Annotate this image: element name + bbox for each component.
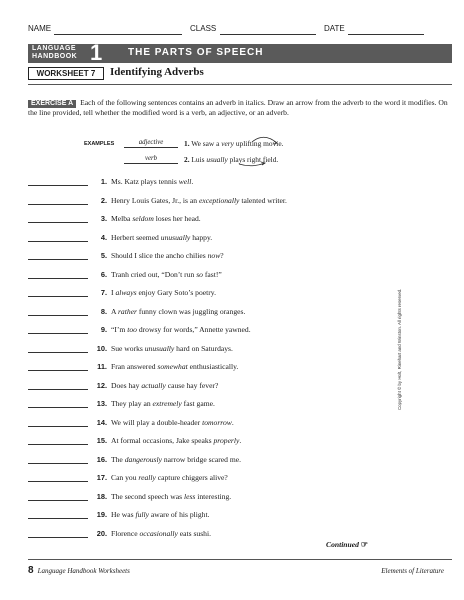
item-number: 17.: [96, 473, 107, 482]
item-sentence: Should I slice the ancho chilies now?: [111, 251, 224, 260]
example-arrow: [124, 154, 384, 168]
answer-blank[interactable]: [28, 352, 88, 353]
answer-blank[interactable]: [28, 333, 88, 334]
adverb: less: [183, 491, 196, 501]
item-sentence: Henry Louis Gates, Jr., is an exceptionally talented writer.: [111, 195, 287, 205]
item-sentence: They play an extremely fast game.: [111, 399, 215, 408]
answer-blank[interactable]: [28, 463, 88, 464]
item-sentence: Herbert seemed unusually happy.: [111, 232, 213, 242]
answer-blank[interactable]: [28, 185, 88, 186]
item-sentence: We will play a double-header tomorrow.: [111, 417, 234, 427]
adverb: really: [138, 473, 156, 482]
adverb: unusually: [144, 343, 175, 353]
item-sentence: Florence occasionally eats sushi.: [111, 528, 211, 538]
answer-blank[interactable]: [28, 222, 88, 223]
worksheet-title: Identifying Adverbs: [110, 66, 204, 78]
item-sentence: At formal occasions, Jake speaks properly.: [111, 436, 242, 445]
section-banner: [28, 40, 452, 65]
footer-rule: [28, 559, 452, 560]
answer-blank[interactable]: [28, 500, 88, 501]
adverb: somewhat: [157, 362, 188, 371]
adverb: unusually: [160, 232, 191, 242]
item-number: 12.: [96, 380, 107, 390]
example-row: [124, 138, 384, 152]
answer-blank[interactable]: [28, 426, 88, 427]
item-sentence: A rather funny clown was juggling oranges.: [111, 306, 246, 316]
item-sentence: Tranh cried out, “Don’t run so fast!”: [111, 269, 222, 279]
adverb: fully: [135, 510, 149, 519]
adverb: so: [196, 269, 203, 279]
page-number: 8: [28, 565, 34, 576]
item-sentence: The second speech was less interesting.: [111, 491, 232, 501]
adverb: tomorrow: [202, 417, 232, 427]
answer-blank[interactable]: [28, 315, 88, 316]
item-number: 10.: [96, 343, 107, 353]
item-number: 4.: [100, 232, 107, 242]
date-field[interactable]: [348, 34, 424, 35]
item-number: 8.: [100, 306, 107, 316]
worksheet-label: WORKSHEET 7: [28, 67, 104, 80]
answer-blank[interactable]: [28, 296, 88, 297]
divider: [28, 84, 452, 85]
answer-blank[interactable]: [28, 278, 88, 279]
adverb: too: [127, 325, 137, 334]
answer-blank[interactable]: [28, 537, 88, 538]
chapter-number: 1: [90, 40, 103, 65]
adverb: exceptionally: [198, 195, 240, 205]
example-sentence: 1. We saw a very uplifting movie.: [184, 139, 284, 148]
adverb: actually: [141, 380, 166, 390]
exercise-badge: EXERCISE A: [28, 100, 76, 108]
adverb: dangerously: [124, 454, 162, 464]
adverb: extremely: [152, 399, 182, 408]
item-sentence: Sue works unusually hard on Saturdays.: [111, 343, 233, 353]
adverb: always: [115, 288, 137, 297]
item-number: 6.: [100, 269, 107, 279]
item-number: 2.: [100, 195, 107, 205]
answer-blank[interactable]: [28, 204, 88, 205]
name-label: NAME: [28, 24, 52, 33]
item-sentence: The dangerously narrow bridge scared me.: [111, 454, 242, 464]
answer-blank[interactable]: [28, 481, 88, 482]
item-sentence: Melba seldom loses her head.: [111, 214, 201, 223]
item-sentence: He was fully aware of his plight.: [111, 510, 210, 519]
example-row: [124, 154, 384, 168]
instructions: [28, 98, 448, 118]
adverb: well: [178, 177, 192, 186]
class-field[interactable]: [220, 34, 316, 35]
footer-right: Elements of Literature: [381, 567, 444, 575]
item-number: 14.: [96, 417, 107, 427]
item-sentence: Does hay actually cause hay fever?: [111, 380, 219, 390]
item-number: 20.: [96, 528, 107, 538]
item-number: 5.: [100, 251, 107, 260]
adverb: occasionally: [139, 528, 178, 538]
adverb: now: [207, 251, 221, 260]
footer-left: [28, 565, 130, 576]
answer-blank[interactable]: [28, 259, 88, 260]
answer-blank[interactable]: [28, 370, 88, 371]
pointing-hand-icon: ☞: [360, 540, 369, 549]
example-sentence: 2. Luis usually plays right field.: [184, 155, 279, 164]
chapter-title: THE PARTS OF SPEECH: [128, 47, 264, 58]
date-label: DATE: [324, 24, 345, 33]
adverb: rather: [117, 306, 137, 316]
adverb: seldom: [132, 214, 154, 223]
item-number: 9.: [100, 325, 107, 334]
item-number: 19.: [96, 510, 107, 519]
answer-blank[interactable]: [28, 241, 88, 242]
item-sentence: Can you really capture chiggers alive?: [111, 473, 228, 482]
example-answer: adjective: [124, 138, 178, 148]
item-number: 3.: [100, 214, 107, 223]
name-field[interactable]: [54, 34, 182, 35]
example-answer: verb: [124, 154, 178, 164]
example-arrow: [124, 138, 384, 152]
adverb: properly: [213, 436, 240, 445]
answer-blank[interactable]: [28, 389, 88, 390]
examples-label: EXAMPLES: [84, 141, 115, 147]
item-sentence: I always enjoy Gary Soto’s poetry.: [111, 288, 216, 297]
item-number: 7.: [100, 288, 107, 297]
item-number: 13.: [96, 399, 107, 408]
item-sentence: Fran answered somewhat enthusiastically.: [111, 362, 239, 371]
handbook-label: LANGUAGE HANDBOOK: [32, 45, 78, 60]
answer-blank[interactable]: [28, 518, 88, 519]
answer-blank[interactable]: [28, 407, 88, 408]
instructions-text: Each of the following sentences contains an adverb in italics. Draw an arrow from the adverb to the word it modifies. On the line provided, tell whether the modified word is a verb, an adjective, or an adverb.: [28, 98, 448, 117]
answer-blank[interactable]: [28, 444, 88, 445]
student-info-line: [28, 24, 444, 38]
book-title: Language Handbook Worksheets: [37, 567, 130, 575]
item-number: 18.: [96, 491, 107, 501]
item-number: 11.: [97, 362, 107, 371]
class-label: CLASS: [190, 24, 217, 33]
continued-note: Continued ☞: [326, 540, 369, 549]
item-sentence: “I’m too drowsy for words,” Annette yawned.: [111, 325, 251, 334]
item-number: 16.: [96, 454, 107, 464]
item-sentence: Ms. Katz plays tennis well.: [111, 177, 194, 186]
copyright-notice: Copyright © by Holt, Rinehart and Winston. All rights reserved.: [397, 288, 402, 410]
item-number: 1.: [100, 177, 107, 186]
item-number: 15.: [96, 436, 107, 445]
